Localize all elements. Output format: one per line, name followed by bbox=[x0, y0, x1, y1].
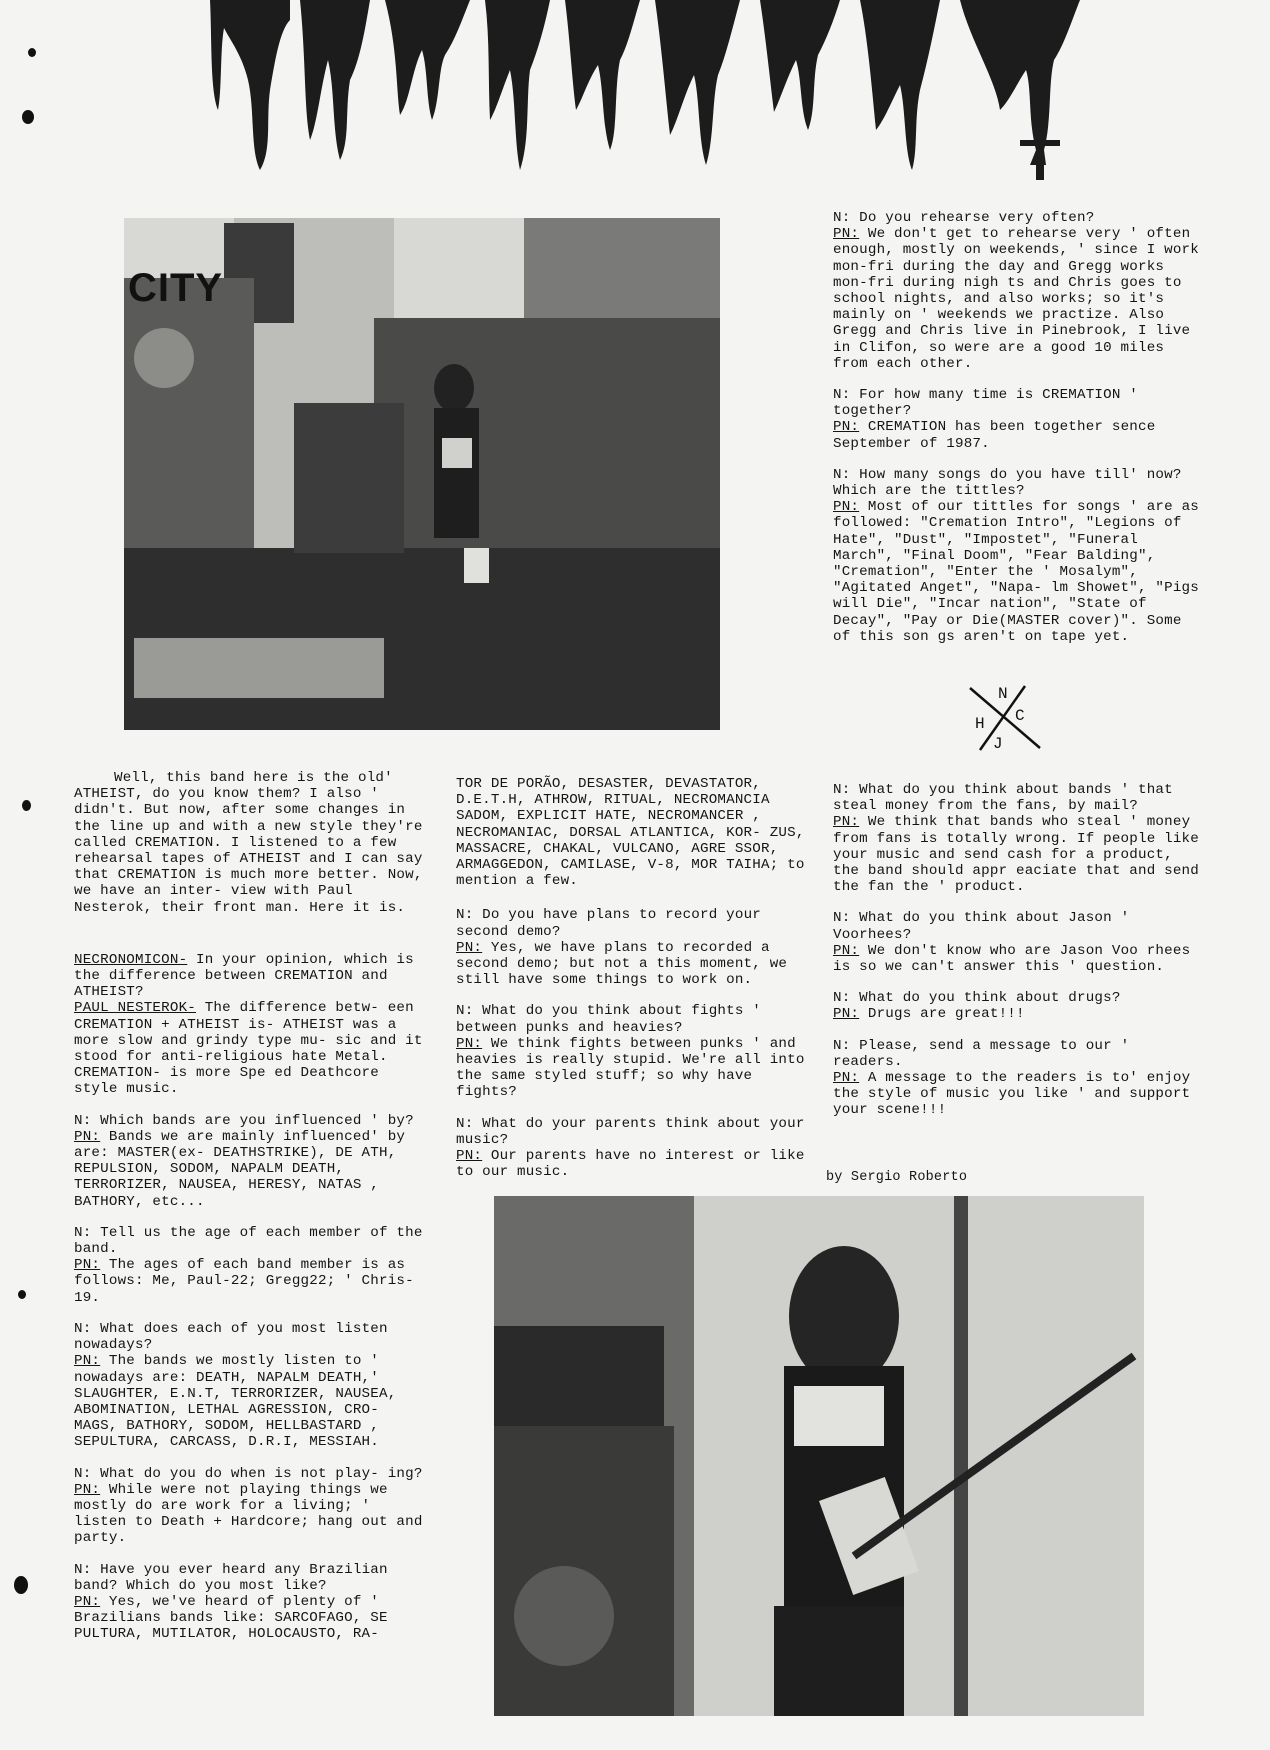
question-text: Do you rehearse very often? bbox=[850, 210, 1095, 226]
answer-tag: PN: bbox=[456, 1148, 483, 1165]
qa-block bbox=[833, 210, 1203, 372]
dripping-band-logo-icon bbox=[200, 0, 1100, 205]
question-tag: N: bbox=[456, 1115, 474, 1132]
answer-tag: PN: bbox=[74, 1353, 101, 1370]
question-tag: N: bbox=[833, 990, 851, 1007]
answer-text: A message to the readers is to' enjoy the style of music you like ' and support your scene!!! bbox=[833, 1070, 1191, 1119]
answer-text: The difference betw- een CREMATION + ATHEIST is- ATHEIST was a more slow and grindy type mu- sic and it stood for anti-religious hate Metal. CREMATION- is more Spe ed Deathcore style music. bbox=[74, 1000, 423, 1098]
mark-letter-j: J bbox=[993, 735, 1003, 753]
mark-letter-c: C bbox=[1015, 707, 1025, 725]
answer-tag: PN: bbox=[456, 939, 483, 956]
question-tag: N: bbox=[74, 1561, 92, 1578]
intro-paragraph: Well, this band here is the old' ATHEIST, do you know them? I also ' didn't. But now, after some changes in the line up and with a new style they're called CREMATION. I listened to a few rehearsal tapes of ATHEIST and I can say that CREMATION is much more better. Now, we have an inter- view with Paul Nesterok, their front man. Here it is. bbox=[74, 770, 432, 916]
answer-text: We think fights between punks ' and heavies is really stupid. We're all into the same styled stuff; so why have fights? bbox=[456, 1035, 805, 1101]
qa-block bbox=[74, 1225, 429, 1306]
live-photo-bassist bbox=[494, 1196, 1144, 1716]
question-tag: N: bbox=[74, 1465, 92, 1482]
qa-block bbox=[456, 1116, 814, 1181]
question-tag: N: bbox=[833, 210, 851, 226]
interview-column-right-bottom bbox=[833, 782, 1203, 1121]
question-text: What do you think about Jason ' Voorhees? bbox=[833, 910, 1130, 943]
question-text: For how many time is CREMATION ' together? bbox=[833, 387, 1138, 420]
answer-tag: PN: bbox=[74, 1128, 101, 1145]
answer-text: We don't know who are Jason Voo rhees is so we can't answer this ' question. bbox=[833, 942, 1191, 976]
answer-text: The bands we mostly listen to ' nowadays are: DEATH, NAPALM DEATH,' SLAUGHTER, E.N.T, TERRORIZER, NAUSEA, ABOMINATION, LETHAL AGRESSION, CRO- MAGS, BATHORY, SODOM, HELLBASTARD , SEPULTURA, CARCASS, D.R.I, MESSIAH. bbox=[74, 1353, 397, 1451]
answer-text: Bands we are mainly influenced' by are: MASTER(ex- DEATHSTRIKE), DE ATH, REPULSION, SODOM, NAPALM DEATH, TERRORIZER, NAUSEA, HERESY, NATAS , BATHORY, etc... bbox=[74, 1128, 406, 1210]
answer-tag: PN: bbox=[833, 419, 860, 436]
mark-letter-n: N bbox=[998, 685, 1008, 703]
answer-text: Drugs are great!!! bbox=[859, 1006, 1025, 1023]
answer-tag: PN: bbox=[74, 1481, 101, 1498]
question-text: Which bands are you influenced ' by? bbox=[91, 1112, 414, 1129]
answer-tag: PN: bbox=[456, 1035, 483, 1052]
question-text: What do your parents think about your music? bbox=[456, 1115, 805, 1148]
qa-block bbox=[74, 1113, 429, 1210]
mark-letter-h: H bbox=[975, 715, 985, 733]
question-text: Tell us the age of each member of the band. bbox=[74, 1224, 423, 1258]
answer-tag: PN: bbox=[833, 1006, 860, 1023]
brazilian-bands-continued: TOR DE PORÃO, DESASTER, DEVASTATOR, D.E.T.H, ATHROW, RITUAL, NECROMANCIA SADOM, EXPLICIT HATE, NECROMANCER , NECROMANIAC, DORSAL ATLANTICA, KOR- ZUS, MASSACRE, CHAKAL, VULCANO, AGRE SSOR, ARMAGGEDON, CAMILASE, V-8, MOR TAIHA; to mention a few. bbox=[456, 776, 814, 890]
stage-sign-text: CITY bbox=[128, 266, 224, 310]
question-text: What does each of you most listen nowadays? bbox=[74, 1320, 388, 1354]
qa-block bbox=[833, 1038, 1203, 1119]
answer-tag: PN: bbox=[833, 499, 860, 516]
qa-block bbox=[74, 952, 429, 1098]
answer-tag: PN: bbox=[833, 942, 860, 959]
punch-hole-1 bbox=[28, 48, 36, 57]
answer-text: The ages of each band member is as follows: Me, Paul-22; Gregg22; ' Chris-19. bbox=[74, 1257, 414, 1306]
answer-text: CREMATION has been together sence September of 1987. bbox=[833, 419, 1156, 452]
answer-tag: PAUL NESTEROK- bbox=[74, 1000, 196, 1017]
question-text: What do you do when is not play- ing? bbox=[91, 1465, 423, 1482]
question-tag: N: bbox=[74, 1224, 92, 1241]
question-tag: N: bbox=[74, 1320, 92, 1337]
qa-block bbox=[456, 907, 814, 988]
question-tag: N: bbox=[833, 466, 851, 483]
punch-hole-3 bbox=[22, 800, 31, 811]
answer-tag: PN: bbox=[833, 814, 860, 831]
question-text: Do you have plans to record your second demo? bbox=[456, 907, 761, 940]
answer-tag: PN: bbox=[74, 1593, 101, 1610]
qa-block bbox=[74, 1562, 429, 1643]
question-tag: N: bbox=[456, 907, 474, 924]
question-text: In your opinion, which is the difference between CREMATION and ATHEIST? bbox=[74, 951, 414, 1001]
answer-text: Most of our tittles for songs ' are as followed: "Cremation Intro", "Legions of Hate", "Dust", "Impostet", "Funeral March", "Final Doom", "Fear Balding", "Cremation", "Enter the ' Mosalym", "Agitated Anget", "Napa- lm Showet", "Pigs will Die", "Incar nation", "State of Decay", "Pay or Die(MASTER cover)". Some of this son gs aren't on tape yet. bbox=[833, 499, 1199, 645]
question-tag: N: bbox=[456, 1003, 474, 1020]
question-text: What do you think about fights ' between punks and heavies? bbox=[456, 1003, 761, 1036]
answer-tag: PN: bbox=[74, 1257, 101, 1274]
answer-text: We don't get to rehearse very ' often enough, mostly on weekends, ' since I work mon-fri during the day and Gregg works mon-fri during nigh ts and Chris goes to school nights, and also works; so it's mainly on ' weekends we practize. Also Gregg and Chris live in Pinebrook, I live in Clifon, so were are a good 10 miles from each other. bbox=[833, 226, 1199, 372]
qa-block bbox=[833, 990, 1203, 1022]
question-tag: N: bbox=[833, 910, 851, 927]
qa-block bbox=[833, 910, 1203, 975]
qa-block bbox=[456, 1003, 814, 1100]
question-text: How many songs do you have till' now? Which are the tittles? bbox=[833, 466, 1182, 500]
punch-hole-2 bbox=[22, 110, 34, 124]
interview-column-left bbox=[74, 770, 432, 1658]
question-tag: N: bbox=[833, 1037, 851, 1054]
qa-block bbox=[74, 1321, 429, 1451]
answer-text: Yes, we have plans to recorded a second demo; but not a this moment, we still have some things to work on. bbox=[456, 939, 788, 989]
question-text: What do you think about drugs? bbox=[850, 990, 1121, 1007]
qa-block bbox=[833, 467, 1203, 645]
question-text: What do you think about bands ' that steal money from the fans, by mail? bbox=[833, 782, 1173, 815]
question-tag: N: bbox=[74, 1112, 92, 1129]
question-text: Have you ever heard any Brazilian band? Which do you most like? bbox=[74, 1561, 388, 1594]
question-tag: NECRONOMICON- bbox=[74, 951, 188, 968]
answer-tag: PN: bbox=[833, 226, 860, 243]
interview-column-right-top bbox=[833, 210, 1203, 660]
nhc-crossed-mark-icon bbox=[965, 678, 1045, 758]
question-tag: N: bbox=[833, 387, 851, 404]
author-byline: by Sergio Roberto bbox=[826, 1170, 968, 1185]
qa-block bbox=[833, 782, 1203, 895]
answer-tag: PN: bbox=[833, 1070, 860, 1087]
answer-text: While were not playing things we mostly do are work for a living; ' listen to Death + Hardcore; hang out and party. bbox=[74, 1481, 423, 1547]
question-text: Please, send a message to our ' readers. bbox=[833, 1037, 1130, 1070]
qa-block bbox=[833, 387, 1203, 452]
qa-block bbox=[74, 1466, 429, 1547]
punch-hole-4 bbox=[18, 1290, 26, 1299]
question-tag: N: bbox=[833, 782, 851, 798]
answer-text: Yes, we've heard of plenty of ' Brazilians bands like: SARCOFAGO, SE PULTURA, MUTILATOR, HOLOCAUSTO, RA- bbox=[74, 1593, 388, 1643]
answer-text: Our parents have no interest or like to our music. bbox=[456, 1148, 805, 1181]
answer-text: We think that bands who steal ' money from fans is totally wrong. If people like your music and send cash for a product, the band should appr eaciate that and send the fan the ' product. bbox=[833, 814, 1199, 896]
interview-column-middle bbox=[456, 776, 814, 1195]
live-photo-vocalist bbox=[124, 218, 720, 730]
punch-hole-5 bbox=[14, 1576, 28, 1594]
